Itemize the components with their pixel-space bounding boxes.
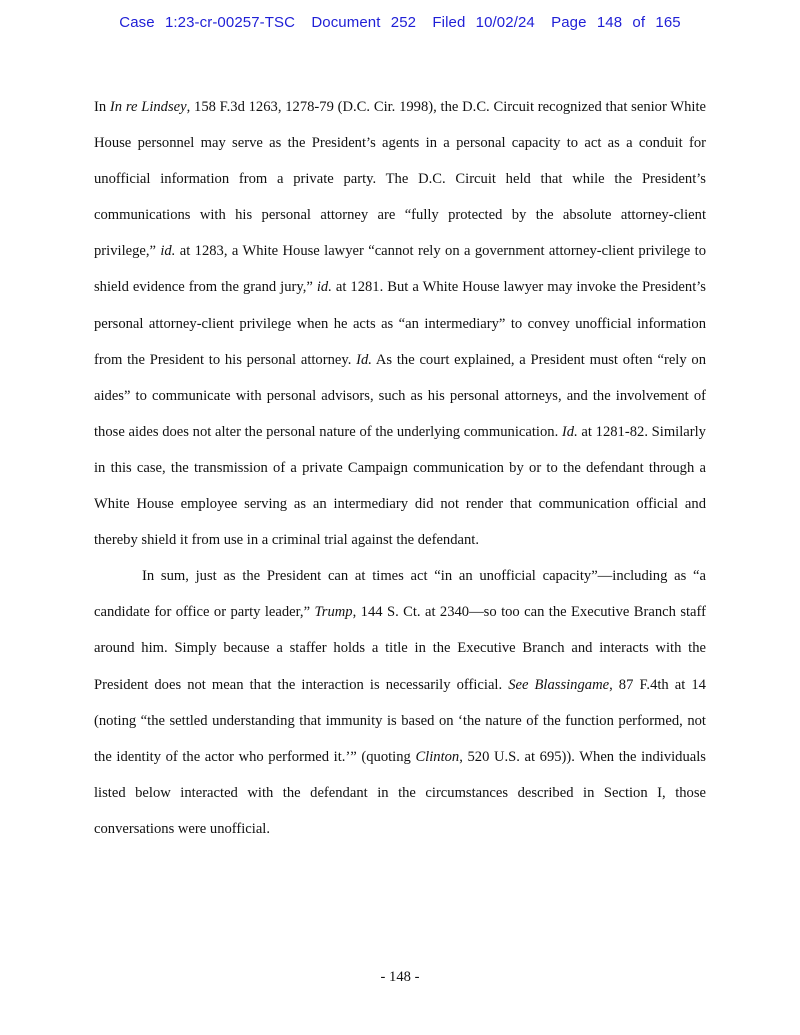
text-run: , 144 S. Ct. at 2340—so too can the Executive Branch staff around him. Simply because a staffer holds a title in the Executive Branch and interacts with the President does not mean that the interaction is necessarily official.: [94, 604, 706, 693]
text-run: at 1281. But a White House lawyer may invoke the President’s personal attorney-client privilege when he acts as “an intermediary” to convey unofficial information from the President to his personal attorney.: [94, 279, 706, 368]
text-run: In sum, just as the President can at times act “in an unofficial capacity”—including as “a candidate for office or party leader,”: [94, 568, 706, 621]
case-citation: id.: [316, 279, 332, 296]
page-number: - 148 -: [380, 969, 420, 985]
case-number: Case 1:23-cr-00257-TSC: [119, 14, 296, 31]
case-citation: In re Lindsey: [109, 99, 187, 115]
case-citation: id.: [160, 243, 176, 260]
text-run: As the court explained, a President must often “rely on aides” to communicate with personal advisors, such as his personal attorneys, and the involvement of those aides does not alter the personal nature of the underlying communication.: [94, 351, 706, 440]
document-number: Document 252: [311, 14, 417, 31]
case-citation: Id.: [356, 351, 372, 368]
case-citation: Clinton: [415, 748, 460, 765]
filed-date: Filed 10/02/24: [432, 14, 535, 31]
page-count: Page 148 of 165: [551, 14, 681, 31]
case-citation: Trump: [314, 604, 353, 621]
paragraph-in-sum: [94, 558, 706, 847]
text-run: at 1283, a White House lawyer “cannot rely on a government attorney-client privilege to shield evidence from the grand jury,”: [94, 243, 706, 296]
text-run: , 158 F.3d 1263, 1278-79 (D.C. Cir. 1998), the D.C. Circuit recognized that senior White House personnel may serve as the President’s agents in a personal capacity to act as a conduit for unofficial information from a private party. The D.C. Circuit held that while the President’s communications with his personal attorney are “fully protected by the absolute attorney-client privilege,”: [94, 99, 706, 260]
case-citation: See Blassingame: [508, 676, 610, 693]
text-run: In: [94, 99, 110, 115]
text-run: at 1281-82. Similarly in this case, the transmission of a private Campaign communication by or to the defendant through a White House employee serving as an intermediary did not render that communication official and thereby shield it from use in a criminal trial against the defendant.: [94, 423, 706, 549]
paragraph-lindsey: [94, 89, 706, 558]
document-body: [94, 89, 706, 847]
text-run: , 87 F.4th at 14 (noting “the settled understanding that immunity is based on ‘the nature of the function performed, not the identity of the actor who performed it.’” (quoting: [94, 676, 706, 765]
text-run: , 520 U.S. at 695)). When the individuals listed below interacted with the defendant in the circumstances described in Section I, those conversations were unofficial.: [94, 748, 706, 837]
case-citation: Id.: [561, 423, 578, 440]
court-filing-header: [0, 14, 800, 31]
